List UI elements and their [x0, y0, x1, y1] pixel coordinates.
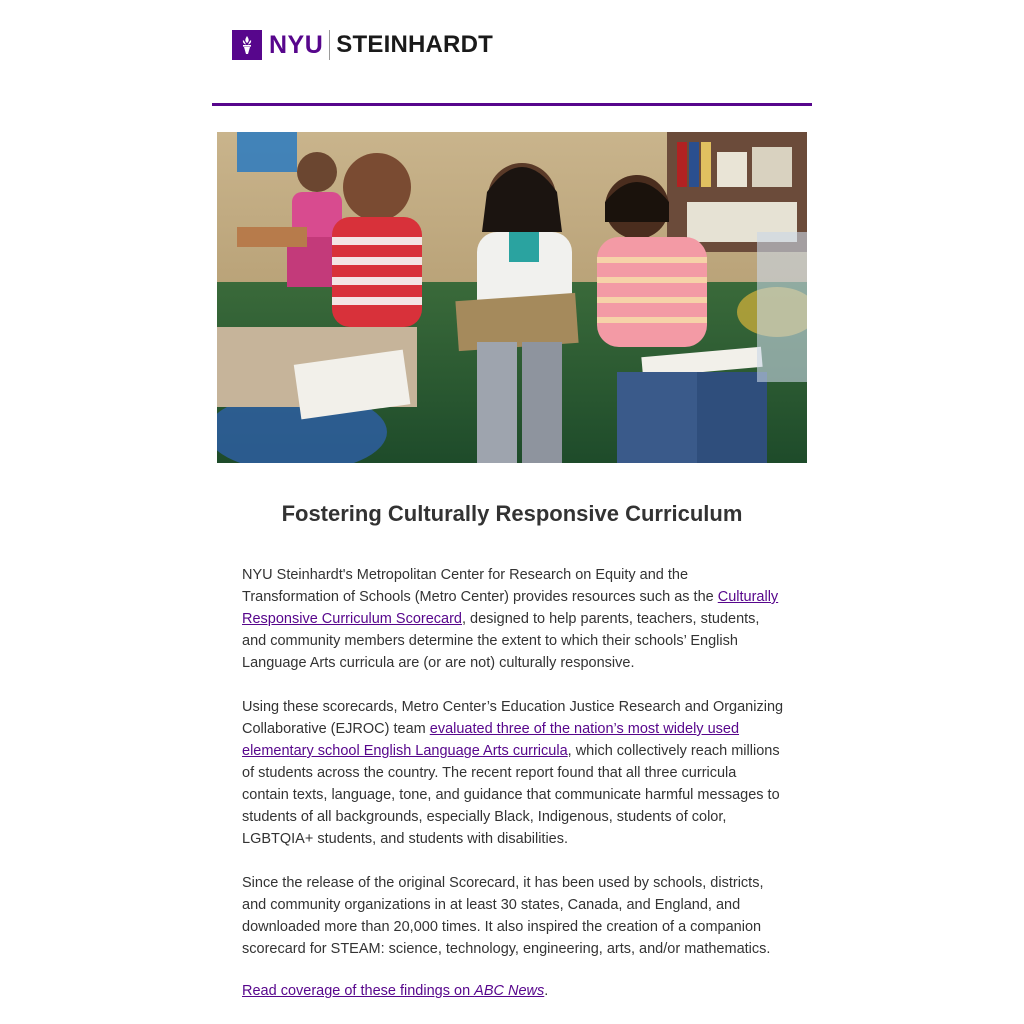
article-headline: Fostering Culturally Responsive Curriculum: [281, 501, 743, 526]
p2-text-before: Using these scorecards, Metro Center’s Education Justice Research and Organizing Collaborative (EJROC) team: [242, 699, 784, 737]
paragraph-metro-center: [242, 564, 787, 674]
abc-news-link[interactable]: [242, 983, 544, 999]
logo-divider: [329, 30, 330, 60]
p2-text-after: , which collectively reach millions of students across the country. The recent report found that all three curricula contain texts, language, tone, and guidance that communicate harmful messages to students of all backgrounds, especially Black, Indigenous, students of color, LGBTQIA+ students, and students with disabilities.: [242, 743, 780, 847]
paragraph-ejroc: [242, 696, 787, 850]
logo-nyu-text: NYU: [269, 31, 324, 59]
nyu-steinhardt-logo[interactable]: [232, 28, 493, 62]
p1-text-after: , designed to help parents, teachers, students, and community members determine the extent to which their schools’ English Language Arts curricula are (or are not) culturally responsive.: [242, 611, 760, 671]
logo-school-text: STEINHARDT: [336, 31, 493, 58]
header-divider: [212, 103, 812, 106]
torch-icon: [232, 30, 262, 60]
hero-image[interactable]: [217, 132, 807, 463]
classroom-photo: [217, 132, 807, 463]
p4-text-after: .: [544, 983, 549, 999]
evaluation-report-link[interactable]: evaluated three of the nation’s most widely used elementary school English Language Arts curricula: [242, 721, 740, 759]
scorecard-link[interactable]: Culturally Responsive Curriculum Scorecard: [242, 589, 779, 627]
p1-text-before: NYU Steinhardt's Metropolitan Center for Research on Equity and the Transformation of Schools (Metro Center) provides resources such as the: [242, 567, 718, 605]
paragraph-scorecard-impact: Since the release of the original Scorecard, it has been used by schools, districts, and community organizations in at least 30 states, Canada, and England, and downloaded more than 20,000 times. It also inspired the creation of a companion scorecard for STEAM: science, technology, engineering, arts, and/or mathematics.: [242, 875, 771, 957]
abc-link-italic: ABC News: [474, 983, 545, 999]
abc-link-text: Read coverage of these findings on: [242, 983, 475, 999]
paragraph-abc-news: [242, 980, 787, 1002]
